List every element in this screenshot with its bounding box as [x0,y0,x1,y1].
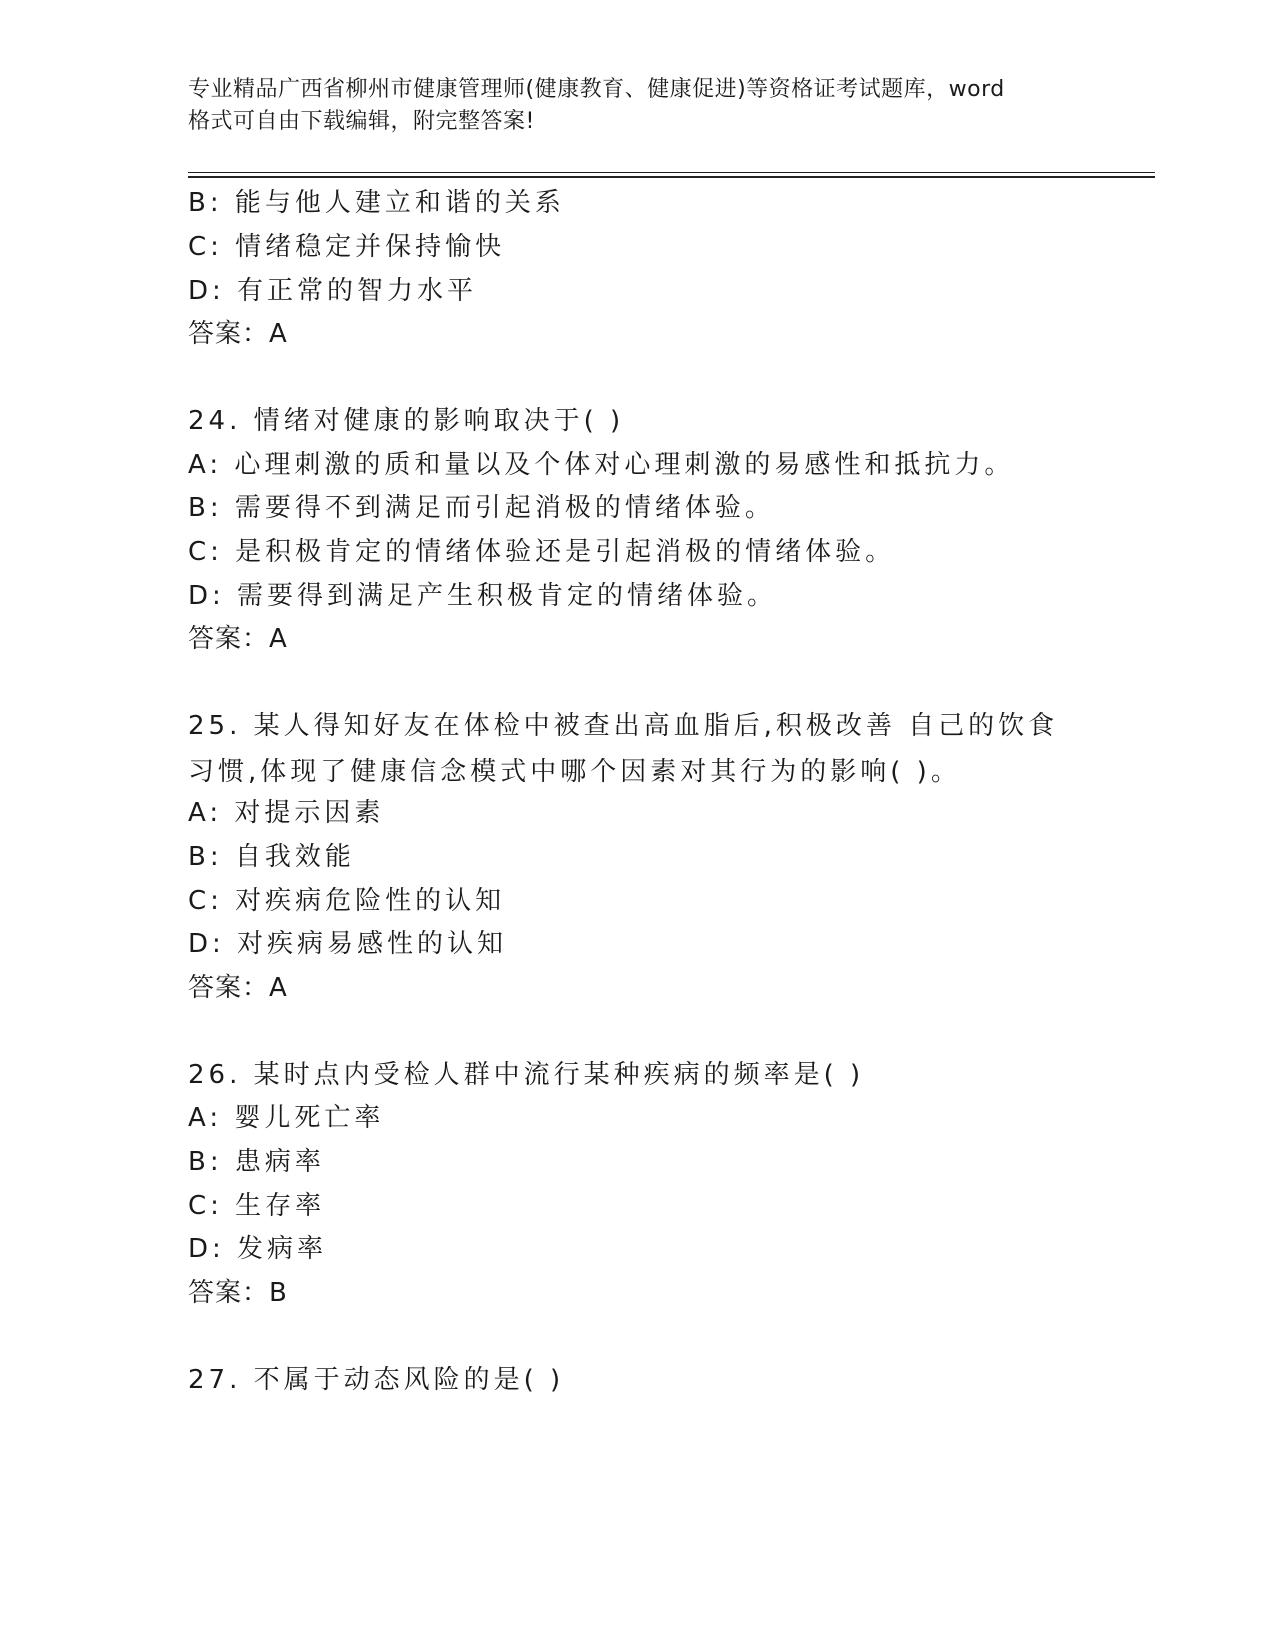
q24-answer: 答案：A [188,624,288,654]
q25-option-c: C: 对疾病危险性的认知 [188,886,506,916]
q25-option-a: A: 对提示因素 [188,798,385,828]
q23-option-c: C: 情绪稳定并保持愉快 [188,232,506,262]
q25-option-b: B: 自我效能 [188,842,355,872]
q26-option-d: D: 发病率 [188,1234,328,1264]
q23-option-d: D: 有正常的智力水平 [188,276,478,306]
header-rule-thick [188,176,1155,178]
q25-option-d: D: 对疾病易感性的认知 [188,929,508,959]
q25-answer: 答案：A [188,973,288,1003]
q27-stem: 27. 不属于动态风险的是( ) [188,1365,565,1395]
header-line-2: 格式可自由下载编辑，附完整答案! [188,109,535,134]
q26-option-a: A: 婴儿死亡率 [188,1103,385,1133]
q25-stem: 25. 某人得知好友在体检中被查出高血脂后,积极改善 自己的饮食习惯,体现了健康信念模式中哪个因素对其行为的影响( )。 [188,711,1059,787]
q23-answer: 答案：A [188,319,288,349]
q24-option-b: B: 需要得不到满足而引起消极的情绪体验。 [188,493,775,523]
header-line-1: 专业精品广西省柳州市健康管理师(健康教育、健康促进)等资格证考试题库，word [188,77,1005,102]
document-header [188,74,1088,138]
q26-answer: 答案：B [188,1278,288,1308]
q24-option-a: A: 心理刺激的质和量以及个体对心理刺激的易感性和抵抗力。 [188,450,1015,480]
header-rule-thin [188,172,1155,173]
q26-option-b: B: 患病率 [188,1147,325,1177]
q26-option-c: C: 生存率 [188,1191,326,1221]
q24-option-d: D: 需要得到满足产生积极肯定的情绪体验。 [188,581,778,611]
q24-stem: 24. 情绪对健康的影响取决于( ) [188,406,625,436]
q24-option-c: C: 是积极肯定的情绪体验还是引起消极的情绪体验。 [188,537,896,567]
q26-stem: 26. 某时点内受检人群中流行某种疾病的频率是( ) [188,1060,865,1090]
q23-option-b: B: 能与他人建立和谐的关系 [188,188,565,218]
